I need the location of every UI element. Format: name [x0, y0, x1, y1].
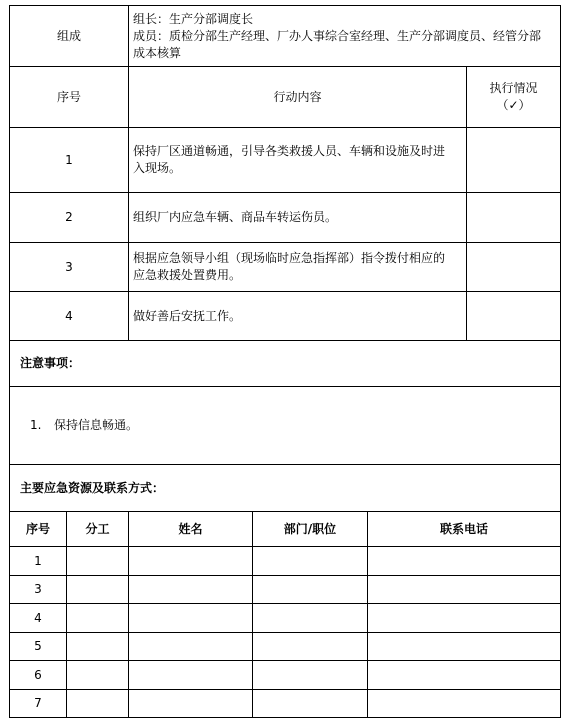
notes-item-number: 1. — [30, 418, 42, 432]
resources-row-seq: 1 — [34, 553, 42, 568]
resources-row-seq: 7 — [34, 696, 42, 710]
header-status-check: （✓） — [496, 98, 531, 112]
action-row-status-cell[interactable] — [467, 193, 560, 242]
action-row-content: 保持厂区通道畅通，引导各类救援人员、车辆和设施及时进入现场。 — [133, 144, 446, 175]
row-divider — [9, 546, 561, 547]
header-seq: 序号 — [56, 89, 81, 104]
action-row-status-cell[interactable] — [467, 292, 560, 340]
table-border-bottom — [9, 717, 561, 718]
action-row-content: 组织厂内应急车辆、商品车转运伤员。 — [133, 210, 338, 224]
row-divider — [9, 660, 561, 661]
notes-item — [10, 387, 560, 464]
row-divider — [9, 603, 561, 604]
resources-header-dept: 部门/职位 — [283, 521, 337, 536]
group-leader: 组长：生产分部调度长 — [133, 11, 254, 26]
notes-item-text: 保持信息畅通。 — [54, 418, 139, 432]
header-status — [467, 67, 560, 127]
resources-row-seq: 5 — [34, 639, 42, 653]
resources-header-name: 姓名 — [178, 521, 203, 536]
action-row-seq: 4 — [65, 308, 73, 323]
header-content: 行动内容 — [273, 89, 322, 104]
action-row-content: 根据应急领导小组（现场临时应急指挥部）指令拨付相应的应急救援处置费用。 — [133, 251, 446, 282]
group-label: 组成 — [56, 28, 81, 43]
resources-row-seq: 4 — [34, 610, 42, 625]
row-divider — [9, 575, 561, 576]
group-members: 成员：质检分部生产经理、厂办人事综合室经理、生产分部调度员、经管分部成本核算 — [133, 28, 542, 60]
resources-header-phone: 联系电话 — [439, 521, 488, 536]
header-status-label: 执行情况 — [489, 81, 538, 95]
table-border-right — [560, 5, 561, 718]
action-row-seq: 2 — [65, 210, 73, 224]
notes-title: 注意事项： — [20, 356, 81, 370]
group-members-block — [129, 6, 560, 66]
row-divider — [9, 632, 561, 633]
action-row-seq: 3 — [65, 259, 73, 274]
resources-header-role: 分工 — [85, 521, 110, 536]
action-row-status-cell[interactable] — [467, 243, 560, 291]
action-row-status-cell[interactable] — [467, 128, 560, 192]
action-row-content: 做好善后安抚工作。 — [133, 308, 242, 323]
resources-row-seq: 6 — [34, 667, 42, 682]
resources-row-seq: 3 — [34, 582, 42, 596]
resources-title: 主要应急资源及联系方式： — [20, 480, 165, 495]
action-row-seq: 1 — [65, 152, 73, 167]
row-divider — [9, 689, 561, 690]
resources-header-seq: 序号 — [25, 521, 50, 536]
